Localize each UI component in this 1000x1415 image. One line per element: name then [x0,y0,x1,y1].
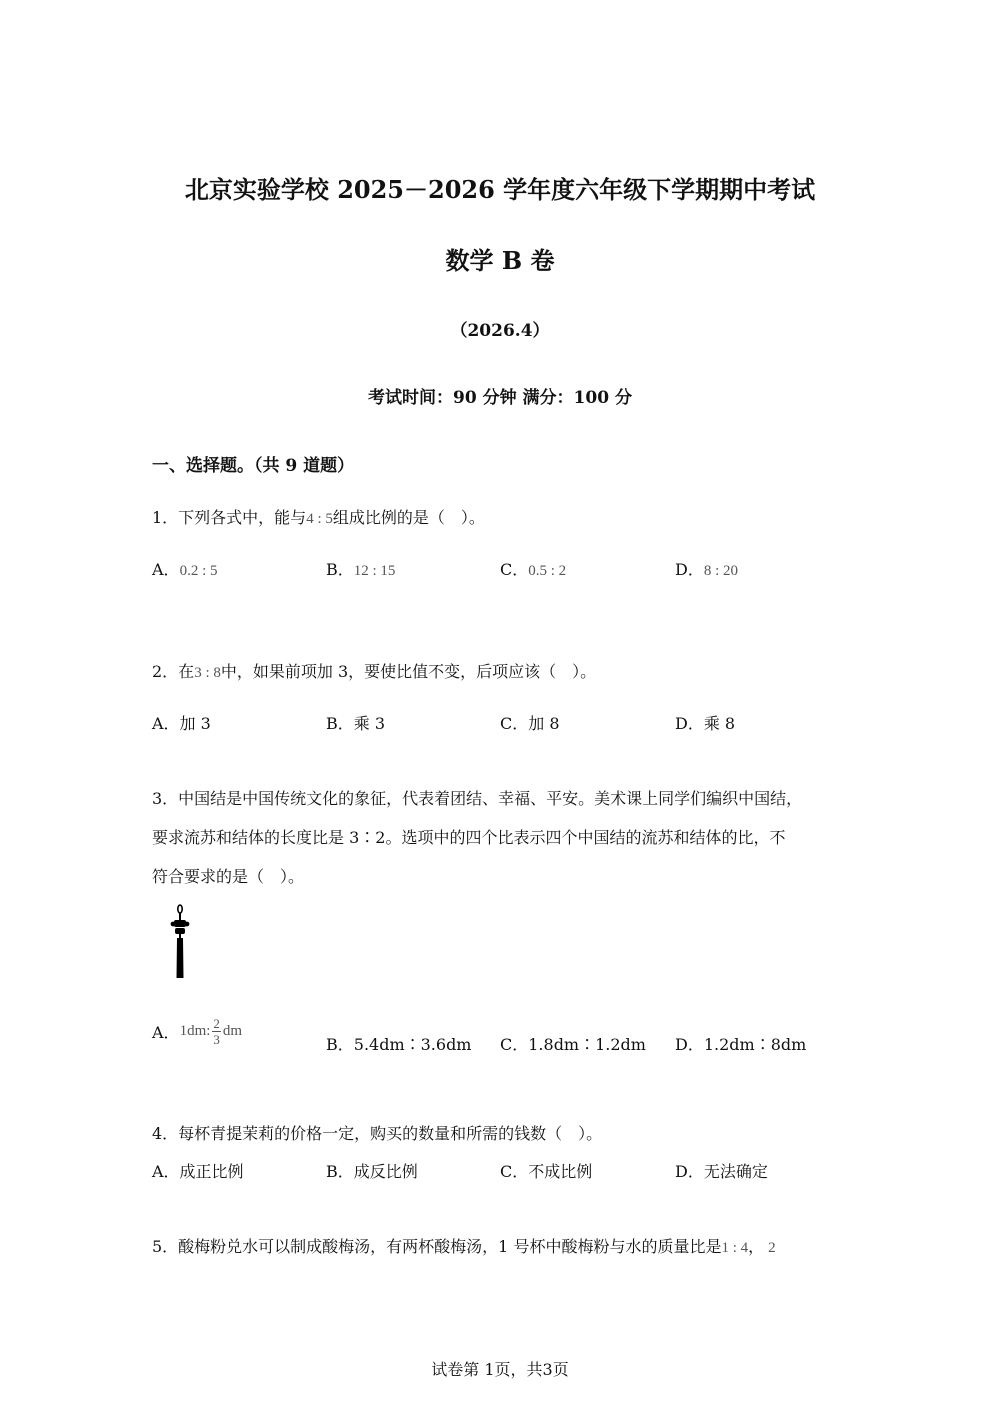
q1-option-d-value: 8 : 20 [703,563,739,579]
q1-option-c[interactable] [500,557,566,580]
q5-pre: 5．酸梅粉兑水可以制成酸梅汤，有两杯酸梅汤，1 号杯中酸梅粉与水的质量比是 [152,1237,722,1256]
question-5-stem [152,1234,776,1257]
question-1-stem [152,505,485,528]
q1-option-a-label: A． [152,560,180,579]
q1-ratio: 4 : 5 [306,511,333,527]
q4-option-c[interactable]: C．不成比例 [500,1162,593,1181]
exam-title: 北京实验学校 2025－2026 学年度六年级下学期期中考试 [184,175,816,204]
q2-option-a[interactable]: A．加 3 [152,714,211,733]
q5-ratio: 1 : 4 [721,1240,749,1256]
q1-option-b-value: 12 : 15 [353,563,396,579]
q1-option-b[interactable] [326,557,395,580]
q2-option-d[interactable]: D．乘 8 [675,714,736,733]
q3-option-d[interactable]: D．1.2dm∶8dm [675,1035,807,1054]
q4-option-d[interactable]: D．无法确定 [675,1162,768,1181]
q3-option-a[interactable] [152,1017,242,1046]
q3-option-a-fraction [212,1017,221,1046]
q1-option-a[interactable] [152,557,217,580]
q3-option-a-value: 1dm: [179,1023,211,1039]
chinese-knot-icon [168,903,192,979]
q1-option-c-label: C． [500,560,529,579]
section-heading: 一、选择题。（共 9 道题） [152,456,355,476]
q1-option-c-value: 0.5 : 2 [528,563,567,579]
q4-option-a[interactable]: A．成正比例 [152,1162,244,1181]
fraction-numerator: 2 [213,1016,220,1031]
q1-option-b-label: B． [326,560,354,579]
q3-option-b[interactable]: B．5.4dm∶3.6dm [326,1035,472,1054]
q1-pre: 1．下列各式中，能与 [152,508,307,527]
question-4-stem: 4．每杯青提茉莉的价格一定，购买的数量和所需的钱数（ ）。 [152,1124,603,1143]
q2-pre: 2．在 [152,662,195,681]
q1-option-a-value: 0.2 : 5 [179,563,218,579]
q2-option-c[interactable]: C．加 8 [500,714,560,733]
exam-date: （2026.4） [450,321,550,341]
q2-ratio: 3 : 8 [194,665,221,681]
q5-tail: 2 [768,1240,776,1256]
question-3-line-2: 要求流苏和结体的长度比是 3∶2。选项中的四个比表示四个中国结的流苏和结体的比，不 [152,828,786,847]
question-2-stem [152,659,596,682]
question-3-line-3: 符合要求的是（ ）。 [152,867,305,886]
q1-option-d[interactable] [675,557,738,580]
q1-post: 组成比例的是（ ）。 [332,508,485,527]
q5-post: ， [748,1237,765,1256]
page-footer: 试卷第 1页，共3页 [431,1360,569,1379]
q1-option-d-label: D． [675,560,704,579]
exam-subtitle: 数学 B 卷 [445,246,555,275]
fraction-denominator: 3 [213,1032,220,1047]
exam-info: 考试时间：90 分钟 满分：100 分 [368,388,632,408]
q3-option-a-unit: dm [222,1023,243,1039]
q2-option-b[interactable]: B．乘 3 [326,714,386,733]
q4-option-b[interactable]: B．成反比例 [326,1162,418,1181]
q2-post: 中，如果前项加 3，要使比值不变，后项应该（ ）。 [220,662,597,681]
q3-option-c[interactable]: C．1.8dm∶1.2dm [500,1035,646,1054]
question-3-line-1: 3．中国结是中国传统文化的象征，代表着团结、幸福、平安。美术课上同学们编织中国结， [152,789,803,808]
q3-option-a-label: A． [152,1023,180,1042]
